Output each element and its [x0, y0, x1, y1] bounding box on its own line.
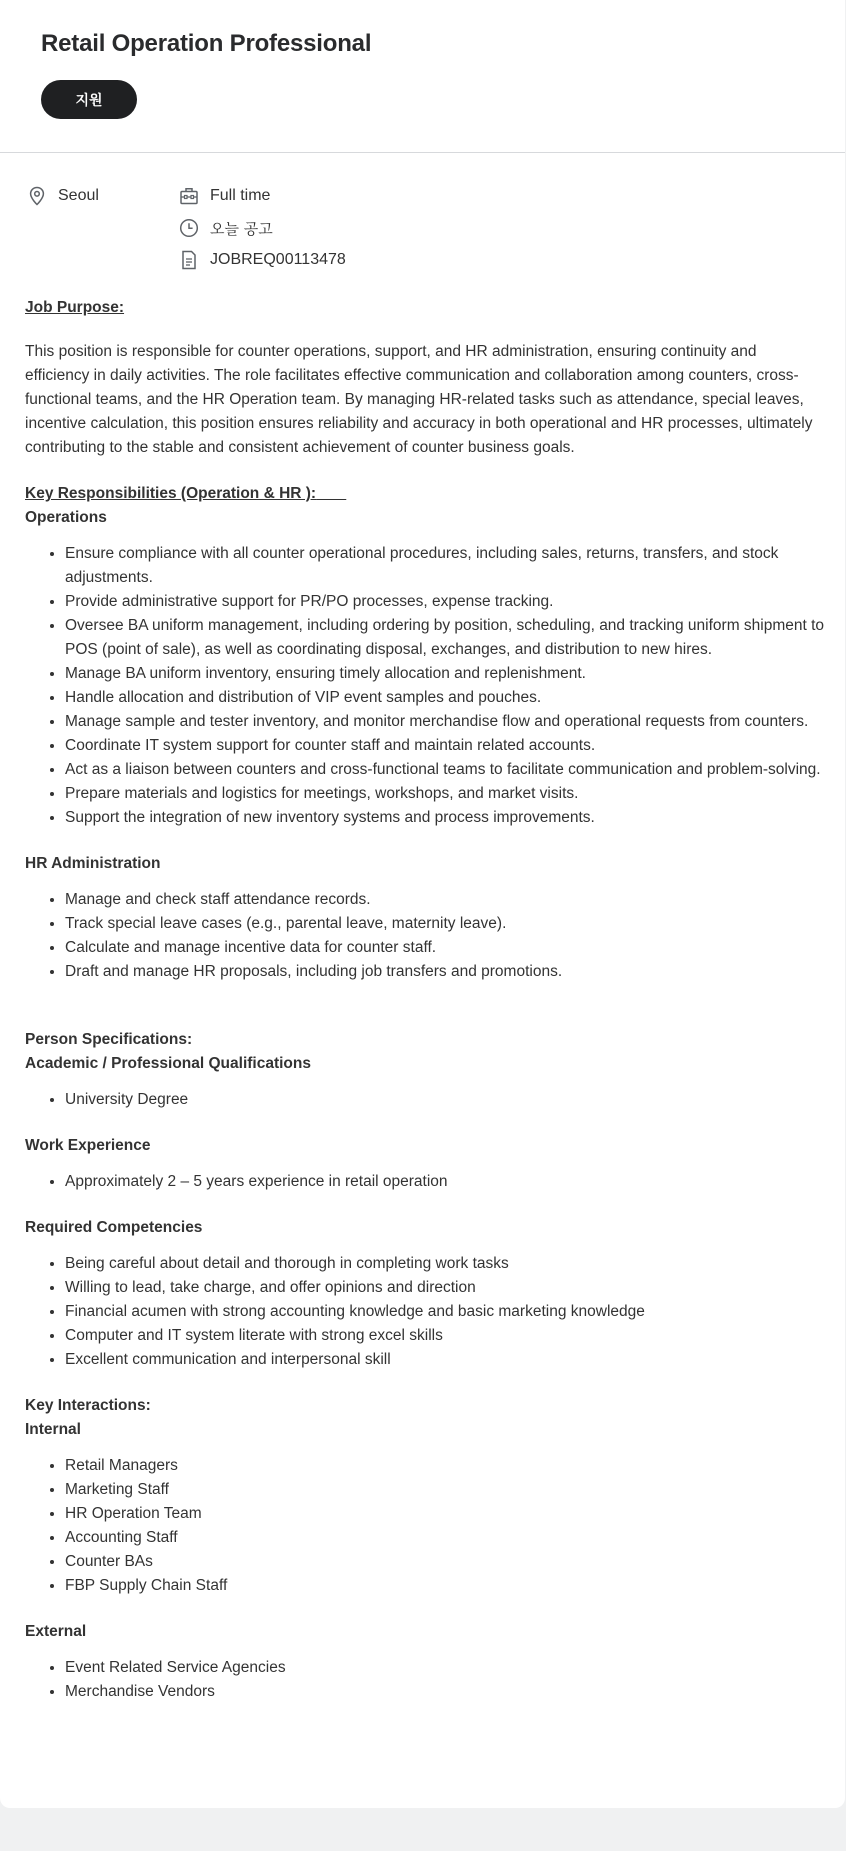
briefcase-icon — [178, 185, 200, 207]
job-purpose-heading: Job Purpose: — [25, 299, 125, 316]
list-item: • Excellent communication and interpersonal skill — [65, 1348, 825, 1372]
list-item: • Prepare materials and logistics for meetings, workshops, and market visits. — [65, 782, 825, 806]
requisition-id-label: JOBREQ00113478 — [210, 251, 346, 268]
requisition-id — [178, 249, 346, 271]
list-item: • Track special leave cases (e.g., parental leave, maternity leave). — [65, 912, 825, 936]
job-type — [178, 185, 270, 207]
competencies-list — [25, 1252, 825, 1372]
list-item: • HR Operation Team — [65, 1502, 825, 1526]
list-item: • Willing to lead, take charge, and offer opinions and direction — [65, 1276, 825, 1300]
posted-label: 오늘 공고 — [210, 219, 273, 238]
list-item: • Computer and IT system literate with strong excel skills — [65, 1324, 825, 1348]
list-item: • Marketing Staff — [65, 1478, 825, 1502]
experience-heading: Work Experience — [25, 1137, 151, 1154]
list-item: • Manage BA uniform inventory, ensuring timely allocation and replenishment. — [65, 662, 825, 686]
competencies-heading: Required Competencies — [25, 1219, 203, 1236]
list-item: • Manage sample and tester inventory, and monitor merchandise flow and operational requests from counters. — [65, 710, 825, 734]
list-item: • Oversee BA uniform management, including ordering by position, scheduling, and tracking uniform shipment to POS (point of sale), as well as coordinating disposal, exchanges, and distribution to new hires. — [65, 614, 825, 662]
list-item: • Draft and manage HR proposals, including job transfers and promotions. — [65, 960, 825, 984]
list-item: • Act as a liaison between counters and cross-functional teams to facilitate communication and problem-solving. — [65, 758, 825, 782]
list-item: • Handle allocation and distribution of VIP event samples and pouches. — [65, 686, 825, 710]
external-heading: External — [25, 1623, 87, 1640]
experience-list — [25, 1170, 825, 1194]
list-item: • Being careful about detail and thorough in completing work tasks — [65, 1252, 825, 1276]
job-description — [25, 296, 825, 1704]
hr-list — [25, 888, 825, 984]
list-item: • Support the integration of new inventory systems and process improvements. — [65, 806, 825, 830]
list-item: • Provide administrative support for PR/PO processes, expense tracking. — [65, 590, 825, 614]
list-item: • Approximately 2 – 5 years experience in retail operation — [65, 1170, 825, 1194]
academic-heading: Academic / Professional Qualifications — [25, 1055, 311, 1072]
operations-list — [25, 542, 825, 830]
location-pin-icon — [26, 185, 48, 207]
person-spec-heading: Person Specifications: — [25, 1031, 193, 1048]
job-type-label: Full time — [210, 187, 271, 204]
posted-date — [178, 217, 273, 239]
academic-list — [25, 1088, 825, 1112]
job-header — [0, 0, 845, 153]
internal-list — [25, 1454, 825, 1598]
list-item: • Retail Managers — [65, 1454, 825, 1478]
list-item: • Counter BAs — [65, 1550, 825, 1574]
list-item: • FBP Supply Chain Staff — [65, 1574, 825, 1598]
internal-heading: Internal — [25, 1421, 81, 1438]
page-title: Retail Operation Professional — [41, 30, 372, 57]
list-item: • Financial acumen with strong accounting knowledge and basic marketing knowledge — [65, 1300, 825, 1324]
list-item: • Calculate and manage incentive data for counter staff. — [65, 936, 825, 960]
list-item: • University Degree — [65, 1088, 825, 1112]
document-icon — [178, 249, 200, 271]
location-label: Seoul — [58, 187, 99, 204]
list-item: • Merchandise Vendors — [65, 1680, 825, 1704]
list-item: • Accounting Staff — [65, 1526, 825, 1550]
external-list — [25, 1656, 825, 1704]
list-item: • Ensure compliance with all counter operational procedures, including sales, returns, transfers, and stock adjustments. — [65, 542, 825, 590]
job-purpose-text: This position is responsible for counter operations, support, and HR administration, ensuring continuity and efficiency in daily activities. The role facilitates effective communication and collaboration among counters, cross-functional teams, and the HR Operation team. By managing HR-related tasks such as attendance, special leaves, incentive calculation, this position ensures reliability and accuracy in both operational and HR processes, ultimately contributing to the stable and consistent achievement of counter business goals. — [25, 343, 813, 456]
list-item: • Event Related Service Agencies — [65, 1656, 825, 1680]
operations-heading: Operations — [25, 509, 107, 526]
clock-icon — [178, 217, 200, 239]
apply-button[interactable]: 지원 — [41, 80, 137, 119]
hr-heading: HR Administration — [25, 855, 161, 872]
job-location — [26, 185, 99, 207]
list-item: • Manage and check staff attendance records. — [65, 888, 825, 912]
responsibilities-heading: Key Responsibilities (Operation & HR ): — [25, 485, 317, 502]
interactions-heading: Key Interactions: — [25, 1397, 151, 1414]
list-item: • Coordinate IT system support for counter staff and maintain related accounts. — [65, 734, 825, 758]
